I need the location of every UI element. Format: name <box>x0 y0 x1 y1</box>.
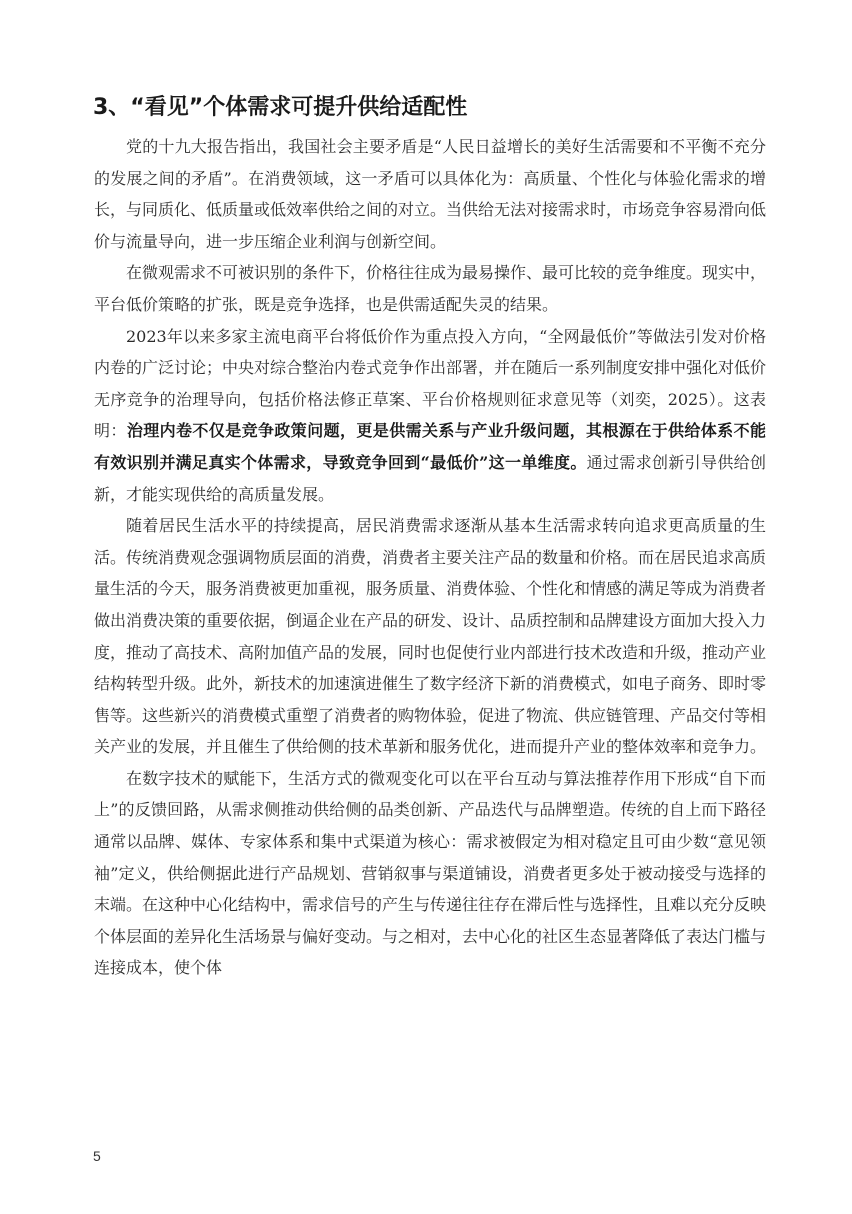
paragraph-2: 在微观需求不可被识别的条件下，价格往往成为最易操作、最可比较的竞争维度。现实中，平台低价策略的扩张，既是竞争选择，也是供需适配失灵的结果。 <box>94 263 767 314</box>
paragraph-3-text-after: 通过需求创新引导供给创新，才能实现供给的高质量发展。 <box>94 452 766 504</box>
paragraph-3-text-before: 2023年以来多家主流电商平台将低价作为重点投入方向，“全网最低价”等做法引发对价格内卷的广泛讨论；中央对综合整治内卷式竞争作出部署，并在随后一系列制度安排中强化对低价无序竞争的治理导向，包括价格法修正草案、平台价格规则征求意见等（刘奕，2025）。这表明： <box>94 326 767 441</box>
section-heading: 3、“看见”个体需求可提升供给适配性 <box>93 95 468 120</box>
body-text <box>94 131 766 984</box>
paragraph-3 <box>94 321 766 511</box>
paragraph-3-emphasis: 治理内卷不仅是竞争政策问题，更是供需关系与产业升级问题，其根源在于供给体系不能有效识别并满足真实个体需求，导致竞争回到“最低价”这一单维度。 <box>94 421 766 472</box>
paragraph-4: 随着居民生活水平的持续提高，居民消费需求逐渐从基本生活需求转向追求更高质量的生活。传统消费观念强调物质层面的消费，消费者主要关注产品的数量和价格。而在居民追求高质量生活的今天，服务消费被更加重视，服务质量、消费体验、个性化和情感的满足等成为消费者做出消费决策的重要依据，倒逼企业在产品的研发、设计、品质控制和品牌建设方面加大投入力度，推动了高技术、高附加值产品的发展，同时也促使行业内部进行技术改造和升级，推动产业结构转型升级。此外，新技术的加速演进催生了数字经济下新的消费模式，如电子商务、即时零售等。这些新兴的消费模式重塑了消费者的购物体验，促进了物流、供应链管理、产品交付等相关产业的发展，并且催生了供给侧的技术革新和服务优化，进而提升产业的整体效率和竞争力。 <box>94 516 767 757</box>
paragraph-1: 党的十九大报告指出，我国社会主要矛盾是“人民日益增长的美好生活需要和不平衡不充分的发展之间的矛盾”。在消费领域，这一矛盾可以具体化为：高质量、个性化与体验化需求的增长，与同质化、低质量或低效率供给之间的对立。当供给无法对接需求时，市场竞争容易滑向低价与流量导向，进一步压缩企业利润与创新空间。 <box>94 137 767 251</box>
paragraph-5: 在数字技术的赋能下，生活方式的微观变化可以在平台互动与算法推荐作用下形成“自下而上”的反馈回路，从需求侧推动供给侧的品类创新、产品迭代与品牌塑造。传统的自上而下路径通常以品牌、媒体、专家体系和集中式渠道为核心：需求被假定为相对稳定且可由少数“意见领袖”定义，供给侧据此进行产品规划、营销叙事与渠道铺设，消费者更多处于被动接受与选择的末端。在这种中心化结构中，需求信号的产生与传递往往存在滞后性与选择性，且难以充分反映个体层面的差异化生活场景与偏好变动。与之相对，去中心化的社区生态显著降低了表达门槛与连接成本，使个体 <box>94 768 767 978</box>
page-number: 5 <box>93 1148 101 1164</box>
